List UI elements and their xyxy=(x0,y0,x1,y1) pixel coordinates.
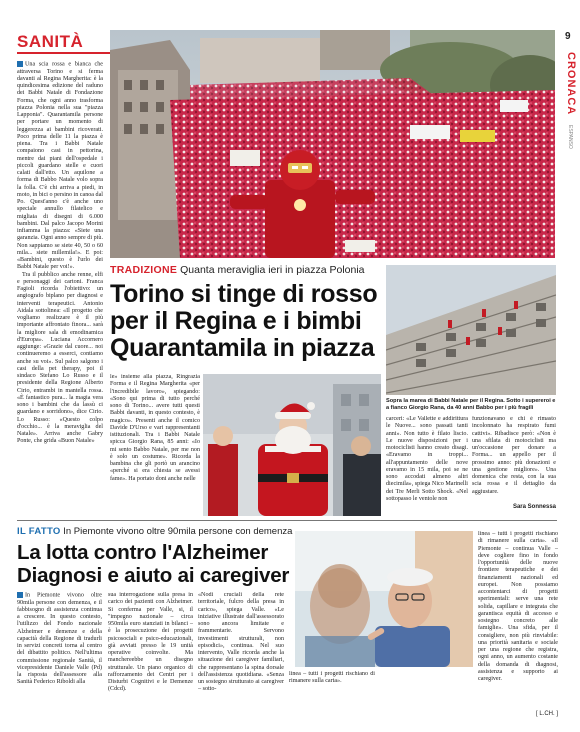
second-story-kicker-text: In Piemonte vivono oltre 90mila persone con demenza xyxy=(63,526,293,537)
second-story-column-2 xyxy=(108,592,193,720)
top-left-paragraph-1: Una scia rossa e bianca che attraversa Torino e si ferma davanti al Regina Margherita: è la quindicesima edizione del raduno dei Babbi Natale di Fondazione Forma, che ogni anno trasforma piazza Polonia nella sua "piazza Lapponia". Quarantamila persone per portare un momento di leggerezza ai bambini ricoverati. Poco prima delle 11 la piazza è piena. Tra i Babbi Natale compaiono casi in pettorina, mentre dai piani dell'ospedale i piccoli guardano stelle e cuori calati dall'etto. Un aquilone a forma di Babbo Natale volo sopra la folla. C'è chi arriva a piedi, in moto, in bici o persino in canoa dal Po. Quest'anno c'è anche uno speciale annullo filatelico e migliaia di disegni di 6.000 bambini. Dal palco Jacopo Morini infiamma la piazza: «Siete una garanzia. Ogni anno sempre di più. Non sappiamo se siete 40, 50 o 60 mila... siete millemila!». E poi: «Bambini, questo è l'urlo dei Babbi Natale per voi!». xyxy=(17,61,103,271)
second-story-column-1 xyxy=(17,592,102,720)
right-column-a-paragraph: carceri: «Le Vallette e addirittura le Nuove... sono passati tanti anni». Non tutto è filato liscio. Le nuove disposizioni per i motociclisti hanno creato disagi. «Eravamo in troppi... all'appuntamento delle nove eravamo in 15 mila, poi se ne sono accodati almeno altri diecimila», spiega Nico Marinelli dei Tre Merli Sotto Shock. «Nel sottopasso le ventole non xyxy=(386,416,468,502)
article-start-marker-icon xyxy=(17,592,23,598)
headline-line: per il Regina e i bimbi xyxy=(110,307,362,335)
second-col2-paragraph: sua interrogazione sulla presa in carico dei pazienti con Alzheimer. Si conferma per Valle, si, il "impegno nazionale – circa 950mila euro stanziati in bilanci – è la prosecuzione dei progetti psicosociali e psico-educazionali, già avviati presso le 19 unità operative coinvolte. Ma manchereebbe un disegno strutturale. Un piano organico di rafforzamento dei Centri per i Disturbi Cognitivi e le Demenze (Cdcd). xyxy=(108,592,193,693)
headline-line: La lotta contro l'Alzheimer xyxy=(17,541,269,564)
right-column-b-paragraph: funzionavano e chi è rimasto incolonnato ha respirato fumi cattivi». Ribadisce però: «Non è una sfilata di motociclisti ma un'occasione per donare a Forma... un appello per il prossimo anno: più donazioni e una gestione migliore». Una domenica che resta, con la sua scia rossa e il dettaglio da aggiustare. xyxy=(472,416,556,495)
santa-photo xyxy=(203,374,381,516)
top-story-kicker-label: TRADIZIONE xyxy=(110,264,178,276)
second-story-column-4 xyxy=(289,671,375,720)
top-left-paragraph-2: Tra il pubblico anche renne, elfi e personaggi dei cartoni. Franca Fagioli ricorda l'obiettivo: un angiografo biplano per diagnosi e interventi terapeutici. Antonio Aidala sottolinea: «Il progetto che vogliamo realizzare è il più importante affrontato finora... sarà la migliore sala di emodinamica d'Europa». Luciana Accornero aggiunge: «Grazie dal cuore... noi continueremo a esserci, contiamo anche su voi». Sul palco salgono i casi della pet therapy, poi il sindaco Stefano Lo Russo e il presidente della Regione Alberto Cirio, entrambi in mantella rossa. «È fantastico pura... la magia vera sono i bambini che da lassù ci guardano e sorridono», dice Cirio. Lo Russo: «Questo colpo d'occhio... è la meraviglia del Natale». Arriva anche Gabry Ponte, che grida «Buon Natale» xyxy=(17,271,103,445)
story-divider xyxy=(17,520,557,521)
top-story-right-column-b xyxy=(472,416,556,516)
second-story-column-5 xyxy=(478,531,558,711)
headline-line: Quarantamila in piazza xyxy=(110,334,375,362)
second-story-column-3 xyxy=(198,592,284,720)
second-story-byline: [ L.CH. ] xyxy=(535,711,558,717)
headline-line: Torino si tinge di rosso xyxy=(110,280,378,308)
top-story-middle-column xyxy=(110,374,200,516)
top-story-left-column xyxy=(17,61,103,516)
second-story-kicker xyxy=(17,526,297,537)
second-col4-paragraph: linea – tutti i progetti rischiano di rimanere sulla carta». xyxy=(289,671,375,685)
section-side-sublabel: ESPANSO xyxy=(567,125,573,149)
second-col1-paragraph: In Piemonte vivono oltre 90mila persone con demenza, e il fabbisogno di assistenza continua a crescere. In questo contesto, l'utilizzo del Fondo nazionale Alzheimer e demenze e della capacità della Regione di tradurli in servizi concreti torna al centro del dibattito politico. Nell'ultima commissione regionale Sanità, il vicepresidente Daniele Valle (Pd) la risposta dell'assessore alla Sanità Federico Riboldi alla xyxy=(17,592,102,686)
top-story-headline xyxy=(110,281,395,362)
top-story-kicker-text: Quanta meraviglia ieri in piazza Polonia xyxy=(180,264,365,276)
second-story-headline xyxy=(17,541,302,587)
top-story-right-column-a xyxy=(386,416,468,516)
second-col5-paragraph: linea – tutti i progetti rischiano di rimanere sulla carta». «Il Piemonte – continua Valle – deve cogliere fino in fondo l'opportunità delle nuove frontiere terapeutiche e dei finanziamenti nazionali ed europei. Non possiamo accontentarci di progetti sperimentali: serve una rete solida, capillare e integrata che garantisca equità di accesso e sostegno concreto alle famiglie». Una sfida, per il consigliere, non più rinviabile: una priorità sanitaria e sociale per una regione che registra, ogni anno, un aumento costante della domanda di diagnosi, assistenza e supporto ai caregiver. xyxy=(478,531,558,682)
section-side-label: CRONACA xyxy=(565,52,577,116)
top-story-kicker xyxy=(110,264,388,276)
second-col3-paragraph: «Nodi cruciali della rete territoriale, fulcro della presa in carico», spiega Valle. «Le iniziative illustrate dall'assessorato sono ancora limitate e frammentarie. Servono investimenti strutturali, non episodici», continua. Nel suo intervento, Valle ricorda anche la situazione dei caregiver familiari, che rappresentano la spina dorsale dell'assistenza quotidiana. «Senza un sostegno strutturato ai caregiver – sotto- xyxy=(198,592,284,693)
section-title: SANITÀ xyxy=(17,32,84,51)
second-story-kicker-label: IL FATTO xyxy=(17,526,61,537)
page-number: 9 xyxy=(565,31,571,42)
crowd-photo xyxy=(110,30,555,258)
hospital-building-photo xyxy=(386,265,556,395)
middle-column-paragraph: le» insieme alla piazza, Ringrazia Forma e il Regina Margherita «per l'incredibile lavoro», spiegando: «Sono qui prima di tutto perché sono di Torino... avere tutti questi Babbi davanti, in questo contesto, è magico». Presenti anche il comico Davide D'Urso e vari rappresentanti istituzionali. Tra i Babbi Natale spicca Giorgio Rana, 85 anni: «Io mi sento Babbo Natale, per me non è solo un costume». Ricorda la bambina che gli portò un arancino «perché si era chiesta se avessi fame». Ha portato doni anche nelle xyxy=(110,374,200,482)
top-story-byline: Sara Sonnessa xyxy=(512,504,556,510)
elderly-couple-photo xyxy=(295,531,473,667)
headline-line: Diagnosi e aiuto ai caregiver xyxy=(17,564,290,587)
article-start-marker-icon xyxy=(17,61,23,67)
photo-caption: Sopra la marea di Babbi Natale per il Regina. Sotto i supereroi e a fianco Giorgio Rana, da 40 anni Babbo per i più fragili xyxy=(386,398,556,411)
